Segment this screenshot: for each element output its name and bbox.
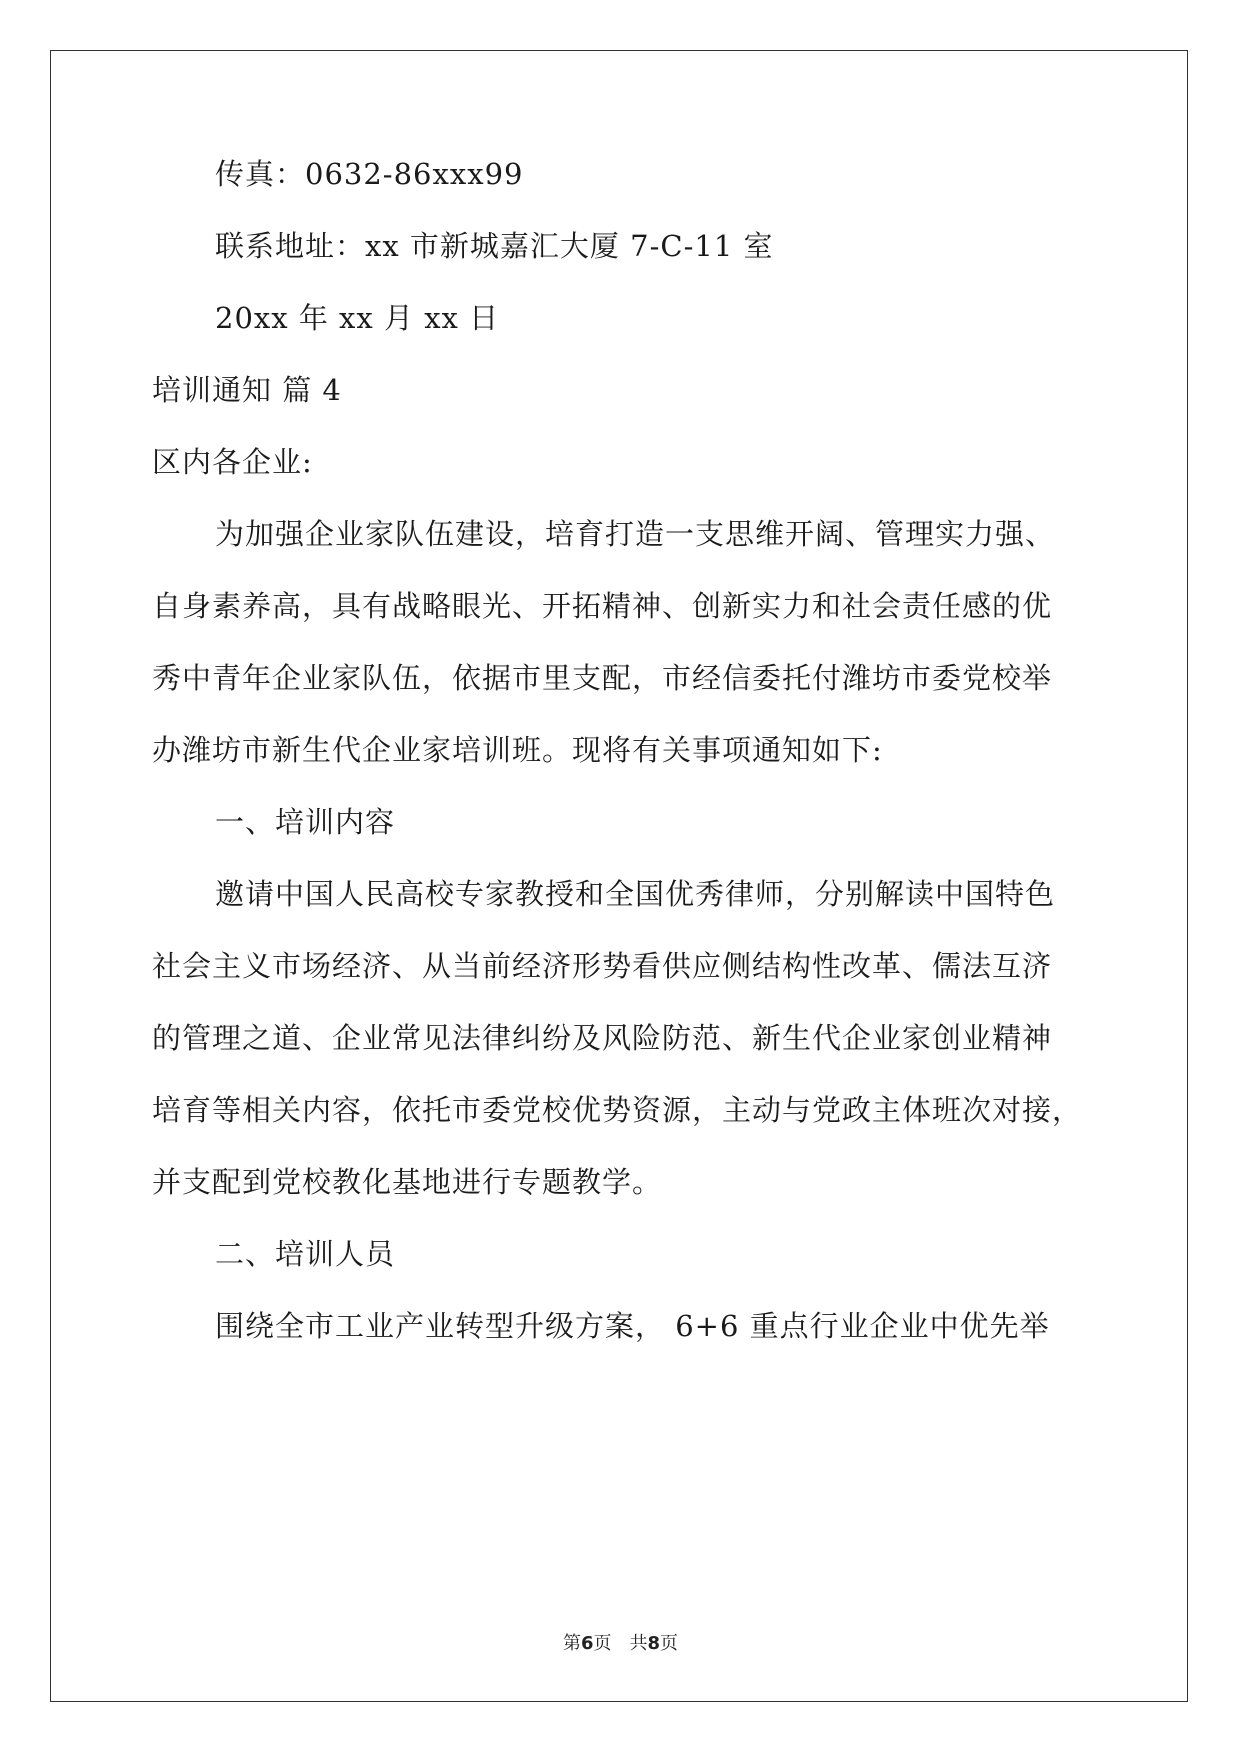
paragraph-line: 社会主义市场经济、从当前经济形势看供应侧结构性改革、儒法互济 <box>152 949 1053 983</box>
paragraph-line: 邀请中国人民高校专家教授和全国优秀律师，分别解读中国特色 <box>215 877 1056 911</box>
paragraph-line: 围绕全市工业产业转型升级方案， 6+6 重点行业企业中优先举 <box>215 1309 1050 1343</box>
address-line: 联系地址：xx 市新城嘉汇大厦 7-C-11 室 <box>215 229 774 263</box>
paragraph-line: 并支配到党校教化基地进行专题教学。 <box>152 1165 663 1199</box>
salutation: 区内各企业: <box>152 445 313 479</box>
page-footer <box>0 1632 1241 1656</box>
fax-line: 传真：0632-86xxx99 <box>215 157 524 191</box>
paragraph-line: 的管理之道、企业常见法律纠纷及风险防范、新生代企业家创业精神 <box>152 1021 1053 1055</box>
current-page-number: 6 <box>580 1633 594 1654</box>
footer-page-unit: 页 <box>593 1633 612 1654</box>
section-heading: 培训通知 篇 4 <box>152 373 342 407</box>
footer-total-unit: 页 <box>660 1633 679 1654</box>
footer-prefix: 第 <box>562 1633 581 1654</box>
paragraph-line: 秀中青年企业家队伍，依据市里支配，市经信委托付潍坊市委党校举 <box>152 661 1053 695</box>
paragraph-line: 培育等相关内容，依托市委党校优势资源，主动与党政主体班次对接， <box>152 1093 1083 1127</box>
footer-total-prefix: 共 <box>629 1633 648 1654</box>
subheading-personnel: 二、培训人员 <box>215 1237 396 1271</box>
paragraph-line: 自身素养高，具有战略眼光、开拓精神、创新实力和社会责任感的优 <box>152 589 1053 623</box>
total-page-number: 8 <box>647 1633 661 1654</box>
paragraph-line: 为加强企业家队伍建设，培育打造一支思维开阔、管理实力强、 <box>215 517 1056 551</box>
paragraph-line: 办潍坊市新生代企业家培训班。现将有关事项通知如下: <box>152 733 883 767</box>
date-line: 20xx 年 xx 月 xx 日 <box>215 301 500 335</box>
subheading-content: 一、培训内容 <box>215 805 396 839</box>
